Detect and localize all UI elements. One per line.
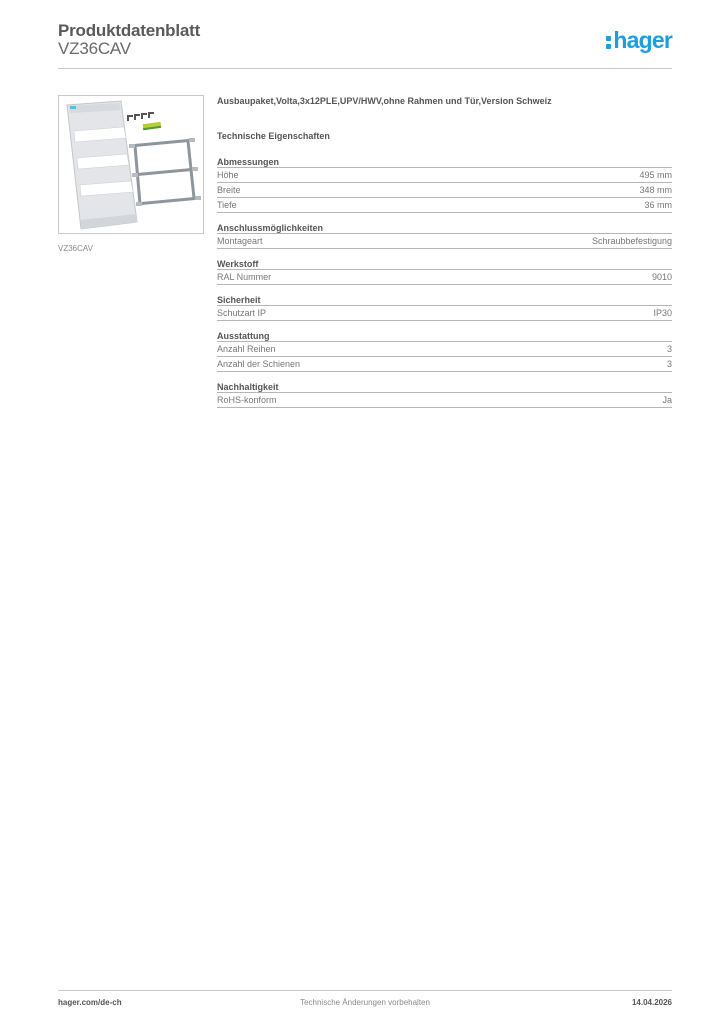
- section-ausstattung: [217, 330, 672, 372]
- spec-label: Anzahl der Schienen: [217, 359, 301, 369]
- spec-row: [217, 234, 672, 249]
- section-title: Ausstattung: [217, 330, 672, 342]
- logo-colon-icon: [605, 30, 612, 50]
- spec-value: IP30: [653, 308, 672, 318]
- product-details: [217, 96, 672, 417]
- section-title: Anschlussmöglichkeiten: [217, 222, 672, 234]
- spec-row: [217, 342, 672, 357]
- spec-label: RAL Nummer: [217, 272, 272, 282]
- spec-row: [217, 270, 672, 285]
- logo-text: hager: [613, 27, 672, 53]
- section-sicherheit: [217, 294, 672, 321]
- spec-label: Höhe: [217, 170, 239, 180]
- spec-value: 36 mm: [644, 200, 672, 210]
- spec-label: Anzahl Reihen: [217, 344, 276, 354]
- spec-value: Ja: [662, 395, 672, 405]
- spec-label: Montageart: [217, 236, 263, 246]
- product-description: Ausbaupaket,Volta,3x12PLE,UPV/HWV,ohne Rahmen und Tür,Version Schweiz: [217, 96, 552, 106]
- spec-value: 495 mm: [639, 170, 672, 180]
- section-werkstoff: [217, 258, 672, 285]
- page-footer: [58, 998, 672, 1012]
- spec-value: 348 mm: [639, 185, 672, 195]
- section-abmessungen: [217, 156, 672, 213]
- spec-label: Breite: [217, 185, 241, 195]
- section-title: Nachhaltigkeit: [217, 381, 672, 393]
- product-code: VZ36CAV: [58, 39, 131, 58]
- image-caption: VZ36CAV: [58, 244, 93, 253]
- section-nachhaltigkeit: [217, 381, 672, 408]
- product-photo-icon: [59, 96, 203, 233]
- spec-value: 3: [666, 359, 672, 369]
- section-title: Sicherheit: [217, 294, 672, 306]
- spec-value: 9010: [651, 272, 672, 282]
- product-image: [58, 95, 204, 234]
- spec-row: [217, 306, 672, 321]
- section-title: Werkstoff: [217, 258, 672, 270]
- section-anschlussmoeglichkeiten: [217, 222, 672, 249]
- spec-row: [217, 393, 672, 408]
- spec-label: Schutzart IP: [217, 308, 267, 318]
- section-title: Abmessungen: [217, 156, 672, 168]
- header-divider: [58, 68, 672, 69]
- spec-row: [217, 198, 672, 213]
- spec-row: [217, 183, 672, 198]
- footer-divider: [58, 990, 672, 991]
- footer-date: 14.04.2026: [631, 998, 672, 1007]
- spec-row: [217, 168, 672, 183]
- spec-label: Tiefe: [217, 200, 237, 210]
- hager-logo: [605, 27, 672, 54]
- document-title: Produktdatenblatt: [58, 21, 201, 40]
- spec-value: Schraubbefestigung: [591, 236, 672, 246]
- footer-website-link[interactable]: hager.com/de-ch: [58, 998, 122, 1007]
- spec-row: [217, 357, 672, 372]
- technical-heading: Technische Eigenschaften: [217, 131, 330, 141]
- spec-value: 3: [666, 344, 672, 354]
- footer-disclaimer: Technische Änderungen vorbehalten: [300, 998, 430, 1007]
- spec-label: RoHS-konform: [217, 395, 277, 405]
- page-header: [58, 20, 672, 70]
